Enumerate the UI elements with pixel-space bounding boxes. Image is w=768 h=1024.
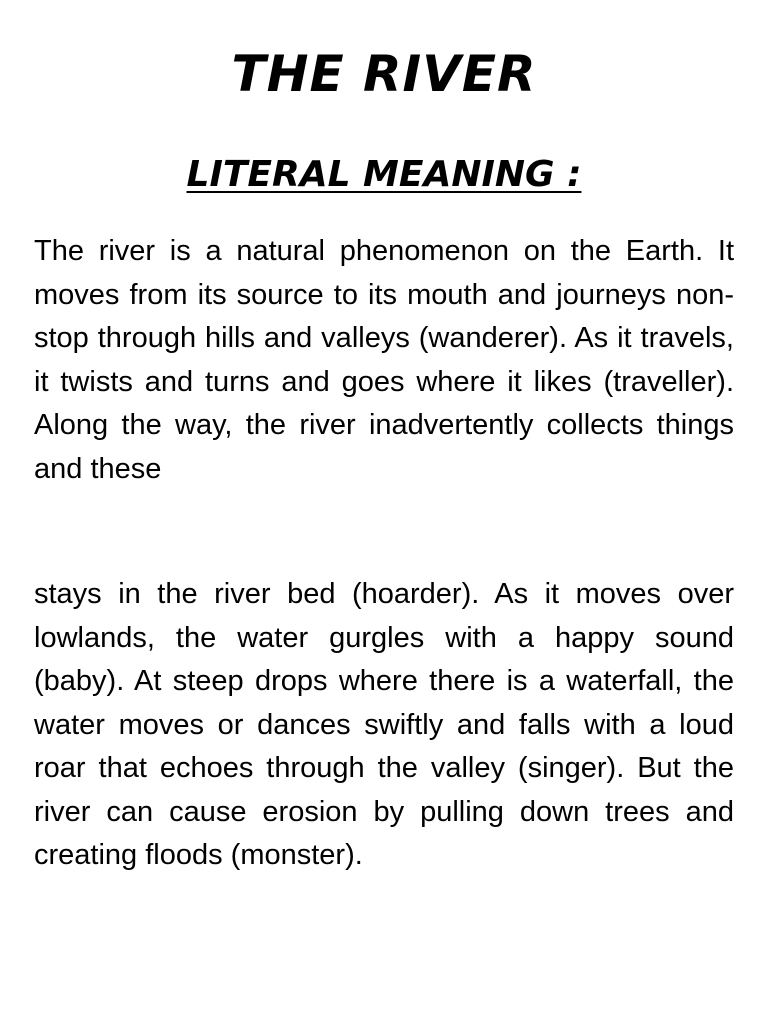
- body-paragraph-2: stays in the river bed (hoarder). As it moves over lowlands, the water gurgles with a happy sound (baby). At steep drops where there is a waterfall, the water moves or dances swiftly and falls with a loud roar that echoes through the valley (singer). But the river can cause erosion by pulling down trees and creating floods (monster).: [34, 578, 734, 871]
- page-title: THE RIVER: [231, 45, 537, 103]
- section-heading: [0, 150, 768, 200]
- body-paragraph-1: The river is a natural phenomenon on the Earth. It moves from its source to its mouth and journeys non-stop through hills and valleys (wanderer). As it travels, it twists and turns and goes where it likes (traveller). Along the way, the river inadvertently collects things and these: [34, 235, 734, 485]
- section-heading-text: LITERAL MEANING :: [186, 154, 582, 195]
